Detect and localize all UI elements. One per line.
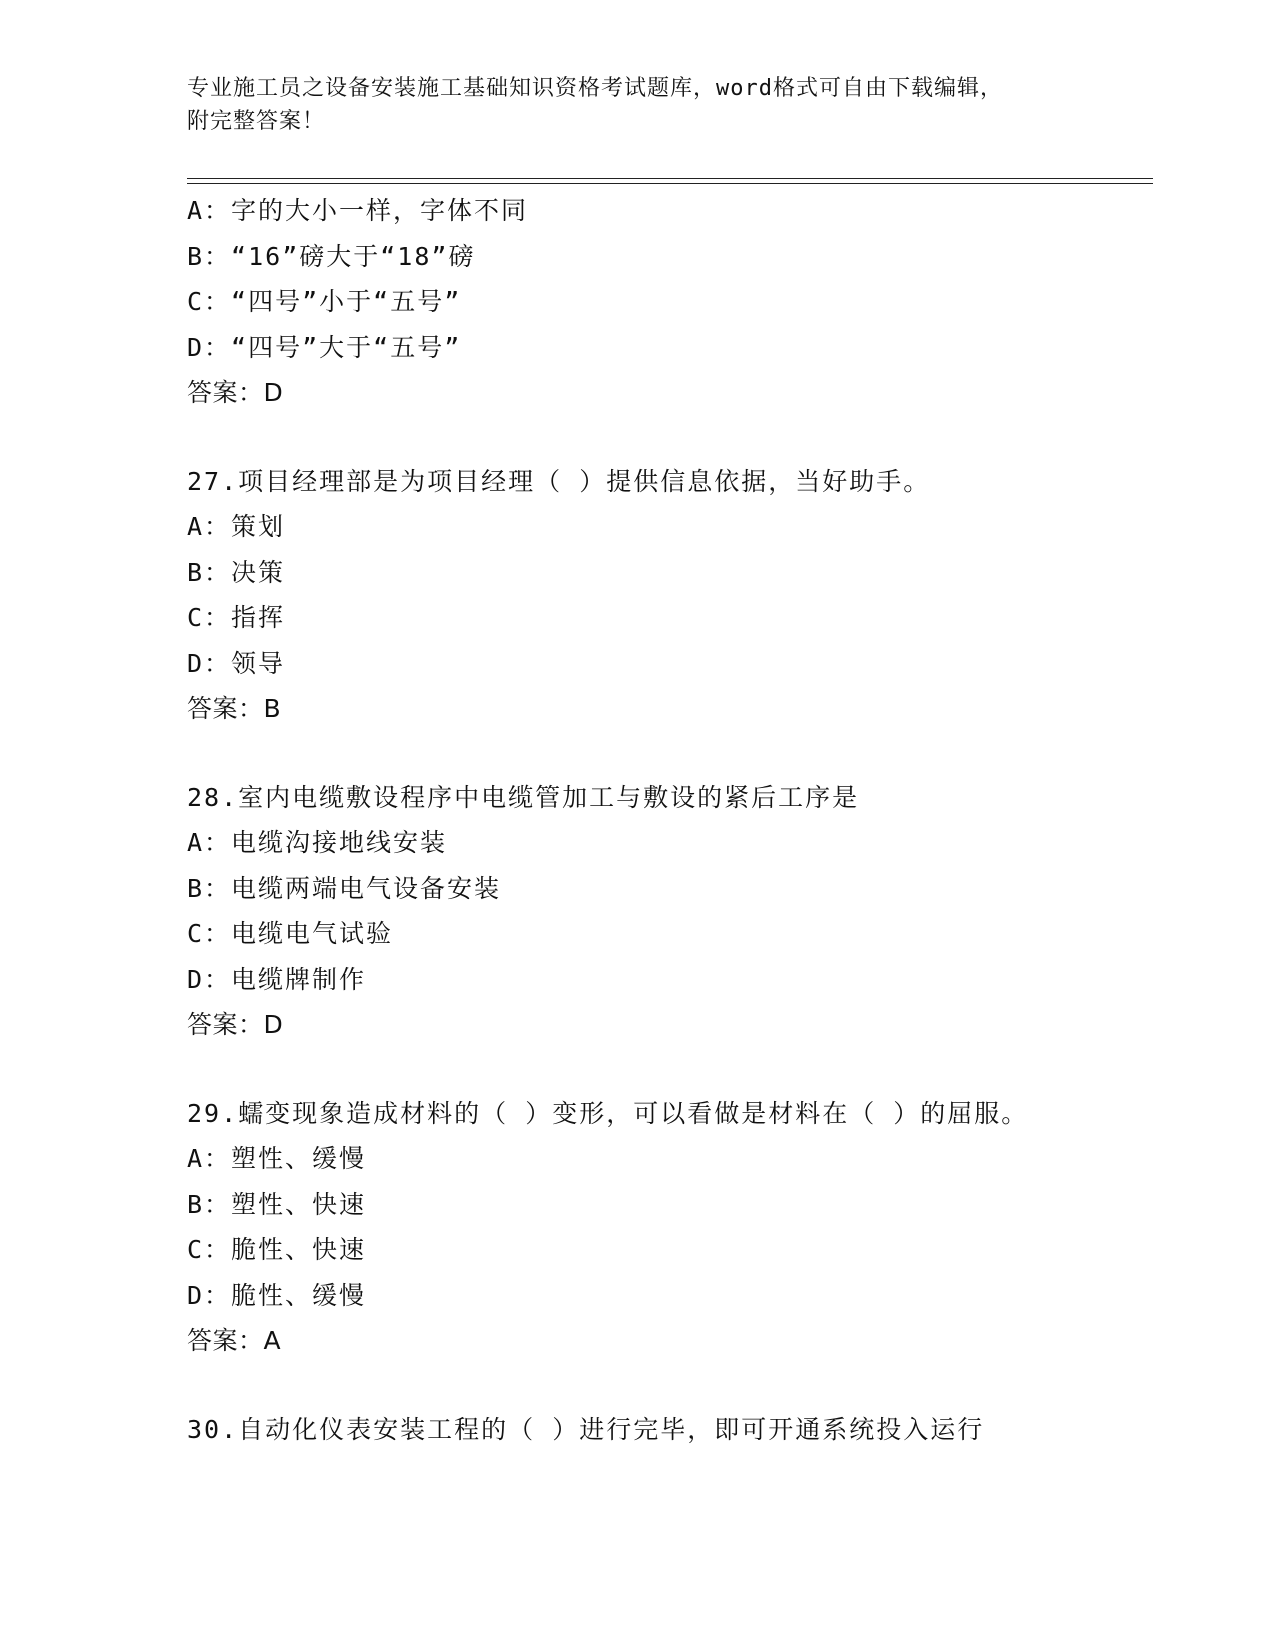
option-b: B：决策 xyxy=(187,557,286,587)
option-b: B：塑性、快速 xyxy=(187,1189,367,1219)
header-divider-top xyxy=(187,178,1153,179)
option-c: C：脆性、快速 xyxy=(187,1235,367,1264)
question-list xyxy=(187,188,1147,1452)
question-block-29 xyxy=(187,1091,1147,1364)
document-header xyxy=(187,72,1067,138)
option-d: D：“四号”大于“五号” xyxy=(187,332,462,362)
option-b: B：“16”磅大于“18”磅 xyxy=(187,241,476,271)
option-c: C：电缆电气试验 xyxy=(187,919,394,948)
option-d: D：脆性、缓慢 xyxy=(187,1280,367,1310)
option-d: D：领导 xyxy=(187,648,286,678)
question-block-27 xyxy=(187,459,1147,732)
question-block-26 xyxy=(187,188,1147,416)
option-a: A：塑性、缓慢 xyxy=(187,1144,367,1173)
option-c: C：指挥 xyxy=(187,603,286,632)
option-a: A：电缆沟接地线安装 xyxy=(187,828,448,857)
answer-line: 答案：A xyxy=(187,1326,282,1355)
option-a: A：字的大小一样，字体不同 xyxy=(187,196,529,225)
header-line-2: 附完整答案！ xyxy=(187,109,326,134)
question-block-30 xyxy=(187,1407,1147,1453)
answer-line: 答案：B xyxy=(187,694,282,723)
question-text: 28.室内电缆敷设程序中电缆管加工与敷设的紧后工序是 xyxy=(187,782,860,812)
option-b: B：电缆两端电气设备安装 xyxy=(187,873,502,903)
option-d: D：电缆牌制作 xyxy=(187,964,367,994)
option-c: C：“四号”小于“五号” xyxy=(187,287,462,316)
question-text: 30.自动化仪表安装工程的（ ）进行完毕，即可开通系统投入运行 xyxy=(187,1414,985,1444)
option-a: A：策划 xyxy=(187,512,286,541)
answer-line: 答案：D xyxy=(187,378,284,407)
question-text: 27.项目经理部是为项目经理（ ）提供信息依据，当好助手。 xyxy=(187,466,931,496)
header-divider-bottom xyxy=(187,183,1153,184)
header-line-1: 专业施工员之设备安装施工基础知识资格考试题库，word格式可自由下载编辑， xyxy=(187,76,1003,101)
question-text: 29.蠕变现象造成材料的（ ）变形，可以看做是材料在（ ）的屈服。 xyxy=(187,1098,1029,1128)
question-block-28 xyxy=(187,775,1147,1048)
answer-line: 答案：D xyxy=(187,1010,284,1039)
